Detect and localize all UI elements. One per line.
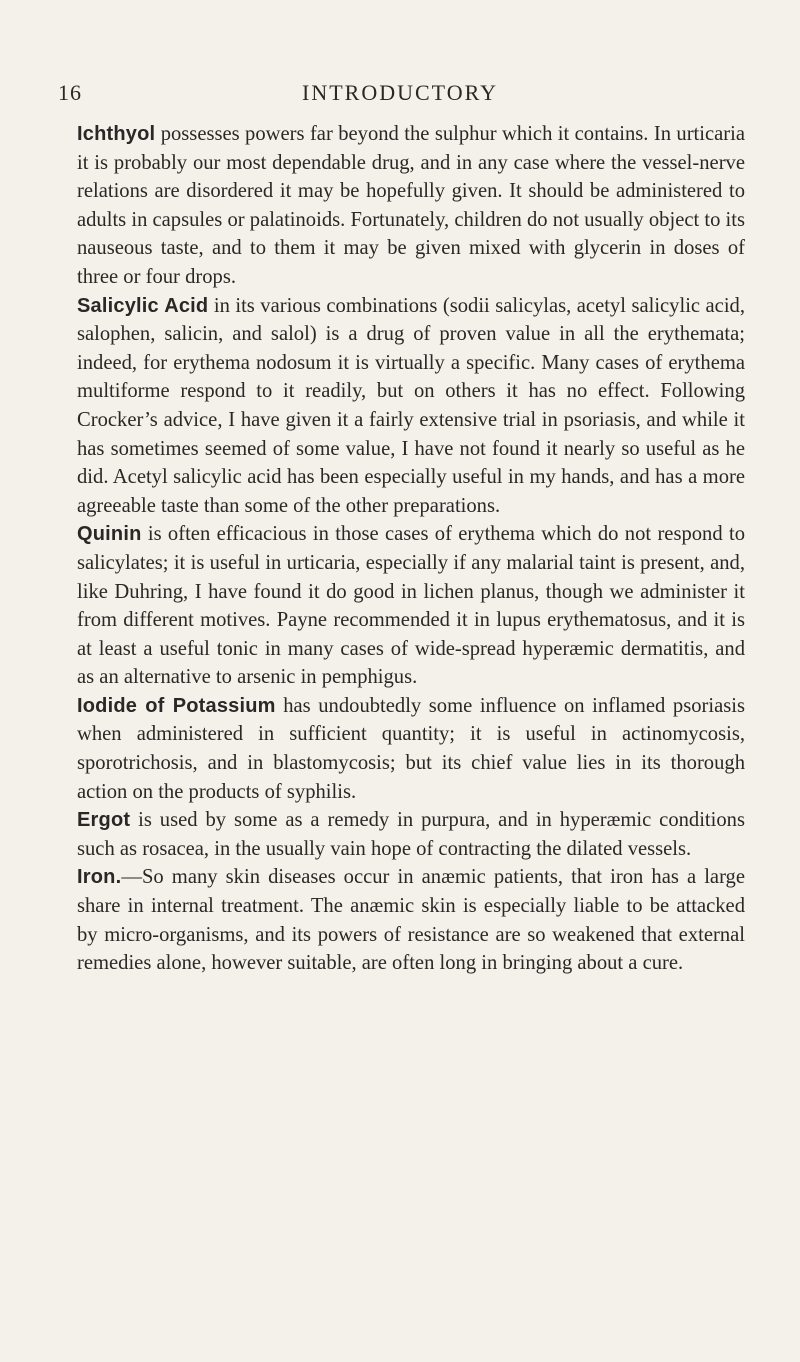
- term-iodide-of-potassium: Iodide of Potassium: [77, 694, 276, 717]
- paragraph-text: possesses powers far beyond the sulphur which it contains. In urticaria it is probably our most dependable drug, and in any case where the vessel-nerve relations are disordered it may be hopefully given. It should be administered to adults in capsules or palatinoids. Fortunately, children do not usually object to its nauseous taste, and to them it may be given mixed with glycerin in doses of three or four drops.: [77, 123, 745, 288]
- body-text: [55, 120, 745, 978]
- paragraph-text: is used by some as a remedy in purpura, and in hyperæmic conditions such as rosacea, in the usually vain hope of contracting the dilated vessels.: [77, 809, 745, 860]
- term-quinin: Quinin: [77, 523, 142, 546]
- term-iron: Iron.: [77, 866, 122, 889]
- term-salicylic-acid: Salicylic Acid: [77, 294, 209, 317]
- running-head: [58, 80, 742, 112]
- paragraph-iodide-of-potassium: [55, 692, 745, 806]
- term-ergot: Ergot: [77, 809, 131, 832]
- paragraph-text: is often efficacious in those cases of erythema which do not respond to salicylates; it is useful in urticaria, especially if any malarial taint is present, and, like Duhring, I have found it do good in lichen planus, though we administer it from different motives. Payne recommended it in lupus erythematosus, and it is at least a useful tonic in many cases of wide-spread hyperæmic dermatitis, and as an alternative to arsenic in pemphigus.: [77, 523, 745, 689]
- paragraph-ichthyol: [55, 120, 745, 292]
- paragraph-text: in its various combinations (sodii salicylas, acetyl salicylic acid, salophen, salicin, and salol) is a drug of proven value in all the erythemata; indeed, for erythema nodosum it is virtually a specific. Many cases of erythema multiforme respond to it readily, but on others it has no effect. Following Crocker’s advice, I have given it a fairly extensive trial in psoriasis, and while it has sometimes seemed of some value, I have not found it nearly so useful as he did. Acetyl salicylic acid has been especially useful in my hands, and has a more agreeable taste than some of the other preparations.: [77, 294, 745, 517]
- paragraph-salicylic-acid: [55, 292, 745, 521]
- paragraph-quinin: [55, 520, 745, 692]
- paragraph-text: —So many skin diseases occur in anæmic patients, that iron has a large share in internal treatment. The anæmic skin is especially liable to be attacked by micro-organisms, and its powers of resistance are so weakened that external remedies alone, however suitable, are often long in bringing about a cure.: [77, 866, 745, 975]
- paragraph-ergot: [55, 806, 745, 863]
- paragraph-text: has undoubtedly some influence on inflamed psoriasis when administered in sufficient quantity; it is useful in actinomycosis, sporotrichosis, and in blastomycosis; but its chief value lies in its thorough action on the products of syphilis.: [77, 694, 745, 803]
- paragraph-iron: [55, 863, 745, 977]
- term-ichthyol: Ichthyol: [77, 123, 156, 145]
- header-title: INTRODUCTORY: [302, 80, 498, 105]
- page-number: 16: [58, 80, 82, 105]
